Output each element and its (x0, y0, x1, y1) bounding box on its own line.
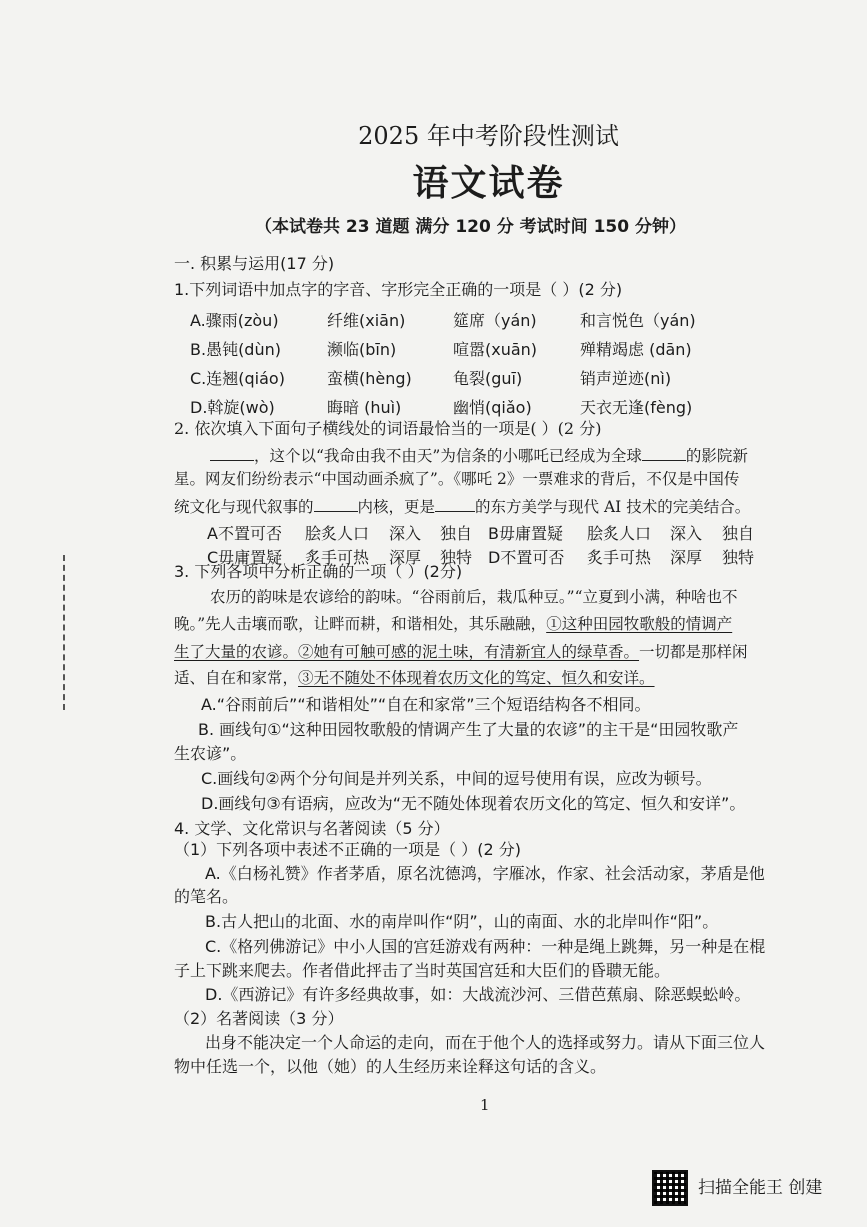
q2-option-d3: 深厚 (670, 548, 703, 567)
q3-option-d: D.画线句③有语病，应改为“无不随处体现着农历文化的笃定、恒久和安详”。 (201, 794, 746, 813)
q1-option-d4: 天衣无逢(fèng) (580, 398, 693, 417)
q4-prompt-line2: 物中任选一个，以他（她）的人生经历来诠释这句话的含义。 (174, 1057, 607, 1076)
blank-2 (642, 446, 686, 461)
q3-option-a: A.“谷雨前后”“和谐相处”“自在和家常”三个短语结构各不相同。 (201, 695, 651, 714)
q4-sub2: （2）名著阅读（3 分） (174, 1009, 344, 1028)
q4-option-b: B.古人把山的北面、水的南岸叫作“阴”，山的南面、水的北岸叫作“阳”。 (205, 912, 719, 931)
q4-option-a-line2: 的笔名。 (174, 887, 239, 906)
q3-stem: 3. 下列各项中分析正确的一项（ ）(2分) (174, 562, 463, 581)
q3-passage-line4: 适、自在和家常，③无不随处不体现着农历文化的笃定、恒久和安详。 (174, 669, 655, 687)
q2-option-c2: 炙手可热 (305, 548, 370, 567)
q1-stem: 1.下列词语中加点字的字音、字形完全正确的一项是（ ）(2 分) (174, 280, 623, 299)
binding-margin-line (63, 555, 65, 710)
q1-option-d3: 幽悄(qiǎo) (453, 398, 532, 417)
q4-sub1: （1）下列各项中表述不正确的一项是（ ）(2 分) (174, 840, 522, 859)
q2-option-b4: 独自 (722, 524, 755, 543)
q1-option-b4: 殚精竭虑 (dān) (580, 340, 692, 359)
q3-passage-line1: 农历的韵味是农谚给的韵味。“谷雨前后，栽瓜种豆。”“立夏到小满，种啥也不 (210, 588, 738, 606)
q1-option-d1: D.斡旋(wò) (190, 398, 275, 417)
q2-option-b3: 深入 (670, 524, 703, 543)
q2-option-d: D不置可否 (488, 548, 565, 567)
exam-title: 2025 年中考阶段性测试 (358, 122, 619, 150)
q3-option-b-line2: 生农谚”。 (174, 744, 247, 763)
q3-option-b-line1: B. 画线句①“这种田园牧歌般的情调产生了大量的农谚”的主干是“田园牧歌产 (198, 720, 739, 739)
q1-option-a1: A.骤雨(zòu) (190, 311, 279, 330)
q4-option-d: D.《西游记》有许多经典故事，如：大战流沙河、三借芭蕉扇、除恶蜈蚣岭。 (205, 985, 751, 1004)
q2-option-c3: 深厚 (389, 548, 422, 567)
q4-prompt-line1: 出身不能决定一个人命运的走向，而在于他个人的选择或努力。请从下面三位人 (205, 1033, 766, 1052)
q4-stem: 4. 文学、文化常识与名著阅读（5 分） (174, 819, 450, 838)
q3-passage-line3: 生了大量的农谚。②她有可触可感的泥土味，有清新宜人的绿草香。一切都是那样闲 (174, 643, 748, 661)
q2-passage-line3: 统文化与现代叙事的 内核，更是 的东方美学与现代 AI 技术的完美结合。 (174, 498, 751, 516)
q2-option-d2: 炙手可热 (587, 548, 652, 567)
q1-option-c1: C.连翘(qiáo) (190, 369, 285, 388)
q1-option-a4: 和言悦色（yán) (580, 311, 696, 330)
q1-option-a3: 筵席（yán) (453, 311, 537, 330)
paper-title: 语文试卷 (412, 162, 565, 204)
q2-option-b2: 脍炙人口 (587, 524, 652, 543)
q2-option-b: B毋庸置疑 (488, 524, 563, 543)
q3-passage-line2: 晚。”先人击壤而歌，让畔而耕，和谐相处，其乐融融，①这种田园牧歌般的情调产 (174, 615, 733, 633)
q1-option-d2: 晦暗 (huì) (327, 398, 402, 417)
q4-option-a-line1: A.《白杨礼赞》作者茅盾，原名沈德鸿，字雁冰，作家、社会活动家，茅盾是他 (205, 864, 765, 883)
q4-option-c-line2: 子上下跳来爬去。作者借此抨击了当时英国宫廷和大臣们的昏聩无能。 (174, 961, 671, 980)
q1-option-c4: 销声逆迹(nì) (580, 369, 672, 388)
q1-option-b1: B.愚钝(dùn) (190, 340, 281, 359)
underlined-sentence-3: ③无不随处不体现着农历文化的笃定、恒久和安详。 (298, 669, 655, 687)
q2-option-a4: 独自 (440, 524, 473, 543)
underlined-sentence-2: ②她有可触可感的泥土味，有清新宜人的绿草香。 (298, 643, 640, 661)
blank-4 (435, 497, 475, 512)
q1-option-c3: 龟裂(guī) (453, 369, 523, 388)
q2-option-a2: 脍炙人口 (305, 524, 370, 543)
q1-option-a2: 纤维(xiān) (327, 311, 406, 330)
underlined-sentence-1-end: 生了大量的农谚。 (174, 643, 299, 661)
q2-option-a: A不置可否 (207, 524, 282, 543)
q4-option-c-line1: C.《格列佛游记》中小人国的宫廷游戏有两种：一种是绳上跳舞，另一种是在棍 (205, 937, 766, 956)
exam-info: （本试卷共 23 道题 满分 120 分 考试时间 150 分钟） (255, 217, 686, 237)
q2-option-c: C毋庸置疑 (207, 548, 283, 567)
blank-1 (210, 446, 254, 461)
section-heading: 一. 积累与运用(17 分) (174, 254, 335, 273)
q2-passage-line1: ，这个以“我命由我不由天”为信条的小哪吒已经成为全球 的影院新 (210, 446, 748, 465)
blank-3 (314, 497, 358, 512)
scanner-watermark: 扫描全能王 创建 (698, 1178, 823, 1198)
q2-passage-line2: 星。网友们纷纷表示“中国动画杀疯了”。《哪吒 2》一票难求的背后，不仅是中国传 (174, 470, 740, 488)
q2-option-c4: 独特 (440, 548, 473, 567)
q2-stem: 2. 依次填入下面句子横线处的词语最恰当的一项是( ）(2 分) (174, 419, 602, 438)
q1-option-c2: 蛮横(hèng) (327, 369, 412, 388)
page-number: 1 (480, 1096, 490, 1114)
underlined-sentence-1: ①这种田园牧歌般的情调产 (546, 615, 733, 633)
q1-option-b2: 濒临(bīn) (327, 340, 397, 359)
q3-option-c: C.画线句②两个分句间是并列关系，中间的逗号使用有误，应改为顿号。 (201, 769, 712, 788)
q2-option-a3: 深入 (389, 524, 422, 543)
qr-code-icon (652, 1170, 688, 1206)
q1-option-b3: 喧嚣(xuān) (453, 340, 538, 359)
q2-option-d4: 独特 (722, 548, 755, 567)
